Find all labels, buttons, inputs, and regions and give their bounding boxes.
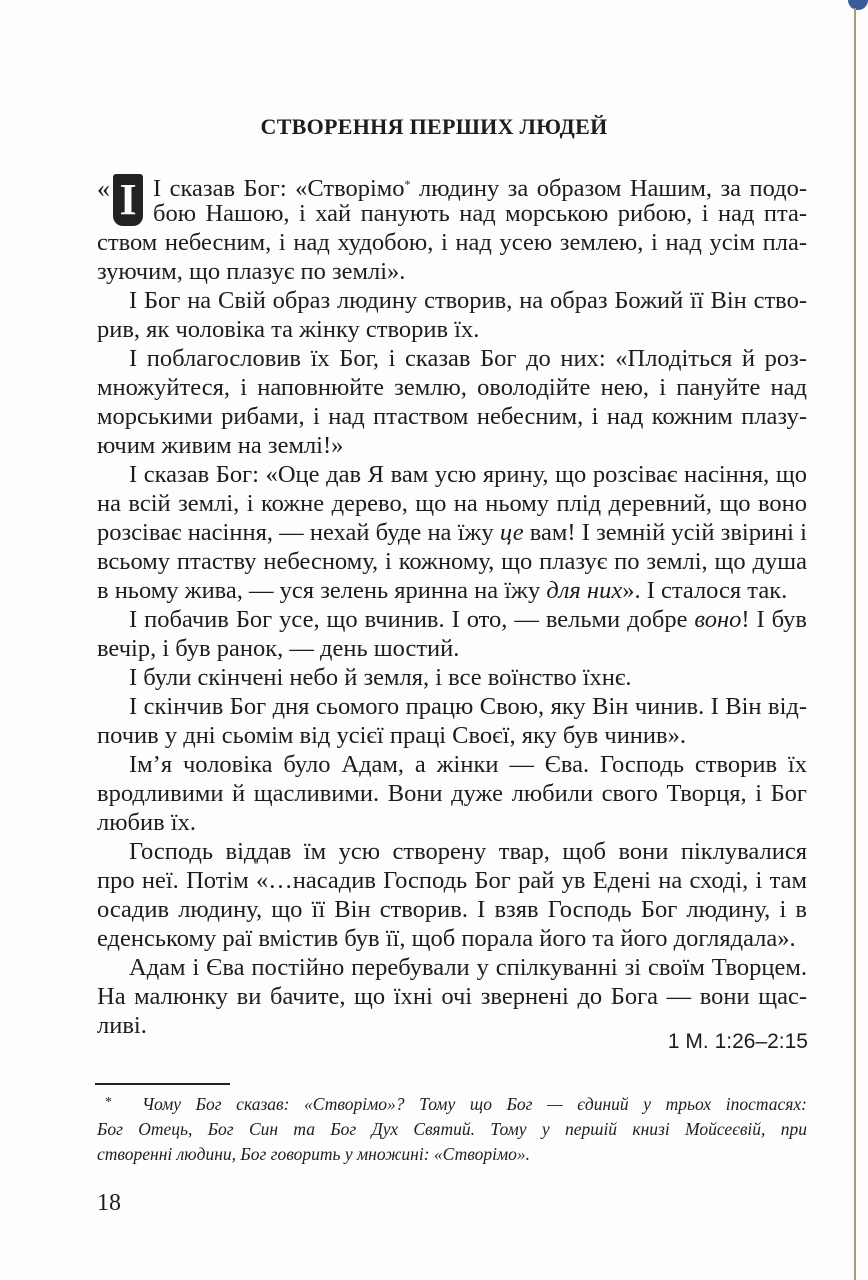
- footnote-mark: *: [105, 1095, 112, 1110]
- footnote-line: Чому Бог сказав: «Створімо»? Тому що Бог — єдиний у трьох іпостасях:: [142, 1094, 807, 1114]
- text-line: [97, 895, 807, 924]
- text-line: [97, 576, 807, 605]
- text-line: [97, 373, 807, 402]
- text-segment: рив, як чоловіка та жінку створив їх.: [97, 316, 480, 343]
- text-segment: любив їх.: [97, 809, 196, 836]
- text-segment: І сказав Бог: «Оце дав Я вам усю ярину, що розсіває насіння, що: [129, 461, 807, 488]
- text-segment: ливі.: [97, 1012, 147, 1039]
- text-segment: осадив людину, що її Він створив. І взяв Господь Бог людину, і в: [97, 896, 807, 923]
- text-segment: про неї. Потім «…насадив Господь Бог рай ув Едені на сході, і там: [97, 867, 807, 894]
- paragraph: [97, 692, 807, 750]
- text-line: [97, 170, 807, 202]
- text-segment: І Бог на Свій образ людину створив, на образ Божий її Він ство-: [129, 287, 807, 314]
- footnote-ref: *: [404, 177, 411, 191]
- text-segment: розсіває насіння, — нехай буде на їжу: [97, 519, 500, 546]
- text-line: [97, 199, 807, 228]
- scripture-reference: 1 М. 1:26–2:15: [667, 1030, 808, 1053]
- chapter-title: СТВОРЕННЯ ПЕРШИХ ЛЮДЕЙ: [260, 114, 608, 139]
- text-segment: І були скінчені небо й земля, і все воїнство їхнє.: [129, 664, 632, 691]
- text-segment: вродливими й щасливими. Вони дуже любили свого Творця, і Бог: [97, 780, 807, 807]
- footnote-divider: [95, 1083, 230, 1085]
- paragraph: [97, 663, 807, 692]
- text-segment: в ньому жива, — уся зелень яринна на їжу: [97, 577, 547, 604]
- paragraph: [97, 953, 807, 1040]
- book-edge-mark: [848, 0, 868, 10]
- italic-text: це: [499, 519, 524, 546]
- paragraph: [97, 344, 807, 460]
- text-segment: ». І сталося так.: [622, 577, 788, 604]
- drop-cap-letter: І: [113, 174, 143, 226]
- text-line: [97, 634, 807, 663]
- text-line: [97, 924, 807, 953]
- text-line: [97, 663, 807, 692]
- text-segment: бою Нашою, і хай панують над морською рибою, і над пта-: [153, 200, 807, 227]
- text-line: [97, 808, 807, 837]
- page-edge: [854, 8, 856, 1280]
- text-segment: Адам і Єва постійно перебували у спілкуванні зі своїм Творцем.: [129, 954, 807, 981]
- footnote: [97, 1092, 807, 1167]
- text-line: [97, 779, 807, 808]
- text-line: [97, 402, 807, 431]
- text-line: [97, 953, 807, 982]
- text-line: [97, 257, 807, 286]
- paragraph: [97, 605, 807, 663]
- text-segment: еденському раї вмістив був її, щоб порала його та його доглядала».: [97, 925, 796, 952]
- text-segment: почив у дні сьомім від усієї праці Своєї, яку був чинив».: [97, 722, 686, 749]
- text-segment: людину за образом Нашим, за подо-: [410, 175, 807, 202]
- text-segment: вечір, і був ранок, — день шостий.: [97, 635, 460, 662]
- text-line: [97, 837, 807, 866]
- text-segment: ством небесним, і над худобою, і над усею землею, і над усім пла-: [97, 229, 807, 256]
- page-number: 18: [97, 1190, 121, 1216]
- text-line: [97, 518, 807, 547]
- paragraph: [97, 837, 807, 953]
- text-segment: зуючим, що плазує по землі».: [97, 258, 406, 285]
- text-line: [97, 866, 807, 895]
- text-line: [97, 460, 807, 489]
- text-segment: Ім’я чоловіка було Адам, а жінки — Єва. Господь створив їх: [129, 751, 807, 778]
- text-line: [97, 605, 807, 634]
- text-line: [97, 750, 807, 779]
- paragraph: [97, 460, 807, 605]
- text-line: [97, 344, 807, 373]
- text-segment: морськими рибами, і над птаством небесним, і над кожним плазу-: [97, 403, 807, 430]
- text-segment: вам! І земній усій звірині і: [523, 519, 807, 546]
- text-line: [97, 982, 807, 1011]
- footnote-line: створенні людини, Бог говорить у множині: «Створімо».: [97, 1144, 530, 1164]
- text-line: [97, 692, 807, 721]
- paragraph: [97, 286, 807, 344]
- text-segment: І побачив Бог усе, що вчинив. І ото, — вельми добре: [129, 606, 695, 633]
- text-line: [97, 286, 807, 315]
- text-segment: Господь віддав їм усю створену твар, щоб вони піклувалися: [129, 838, 807, 865]
- body-text: [97, 170, 807, 1040]
- italic-text: воно: [694, 606, 742, 633]
- paragraph: [97, 750, 807, 837]
- text-segment: всьому птаству небесному, і кожному, що плазує по землі, що душа: [97, 548, 807, 575]
- text-segment: І скінчив Бог дня сьомого працю Свою, яку Він чинив. І Він від-: [129, 693, 807, 720]
- text-segment: І сказав Бог: «Створімо: [153, 175, 405, 202]
- text-line: [97, 721, 807, 750]
- text-segment: І поблагословив їх Бог, і сказав Бог до них: «Плодіться й роз-: [129, 345, 807, 372]
- text-segment: множуйтеся, і наповнюйте землю, оволодійте нею, і пануйте над: [97, 374, 807, 401]
- text-segment: На малюнку ви бачите, що їхні очі звернені до Бога — вони щас-: [97, 983, 807, 1010]
- text-segment: на всій землі, і кожне дерево, що на ньому плід деревний, що воно: [97, 490, 807, 517]
- text-line: [97, 547, 807, 576]
- text-segment: ючим живим на землі!»: [97, 432, 344, 459]
- italic-text: для них: [546, 577, 623, 604]
- text-line: [97, 431, 807, 460]
- drop-cap-quote: «: [97, 174, 110, 203]
- footnote-line: Бог Отець, Бог Син та Бог Дух Святий. Тому у першій книзі Мойсеєвій, при: [97, 1119, 807, 1139]
- text-segment: ! І був: [741, 606, 808, 633]
- text-line: [97, 228, 807, 257]
- text-line: [97, 315, 807, 344]
- text-line: [97, 489, 807, 518]
- paragraph: [97, 170, 807, 286]
